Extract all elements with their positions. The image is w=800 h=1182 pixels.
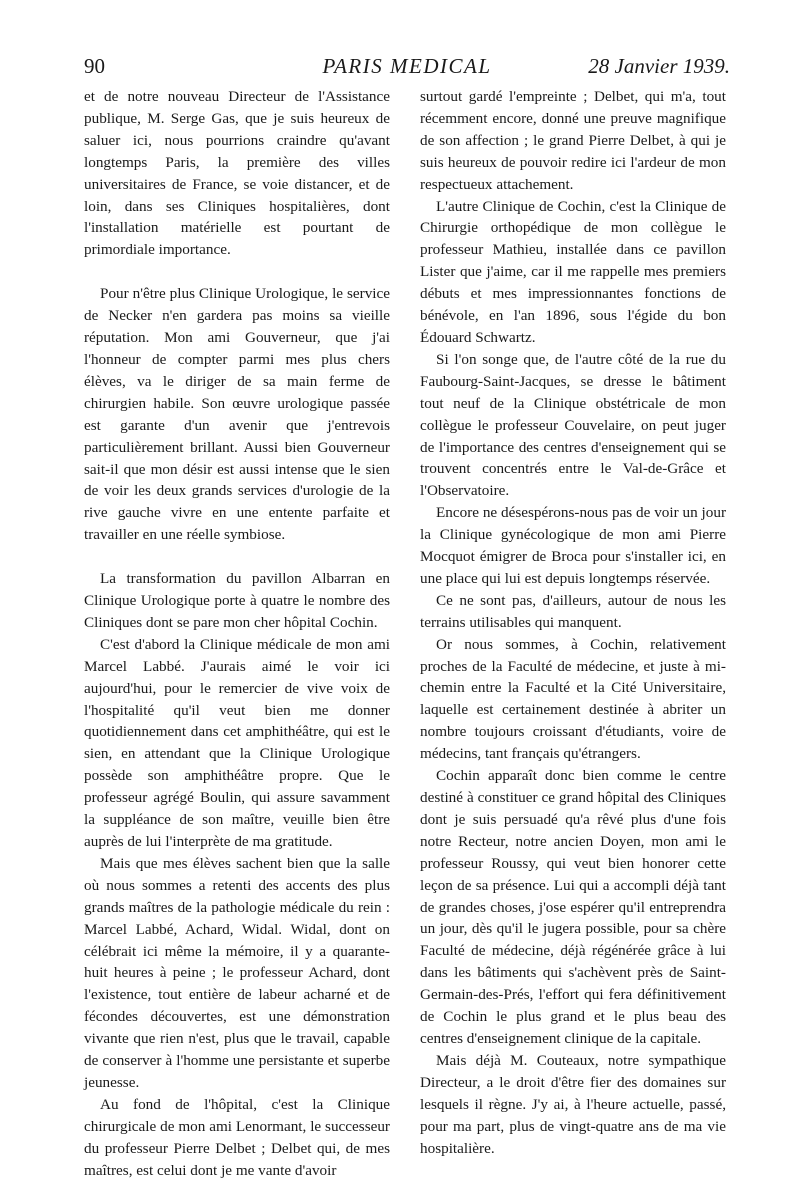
paragraph-gap (84, 546, 390, 568)
paragraph: Encore ne désespérons-nous pas de voir un jour la Clinique gynécologique de mon ami Pierre Mocquot émigrer de Broca pour s'installer ici, en une place qui lui est depuis longtemps réservée. (420, 504, 726, 587)
paragraph: La transformation du pavillon Albarran en Clinique Urologique porte à quatre le nombre des Cliniques dont se pare mon cher hôpital Cochin. (84, 570, 390, 631)
paragraph: Ce ne sont pas, d'ailleurs, autour de nous les terrains utilisables qui manquent. (420, 591, 726, 631)
page-number: 90 (84, 54, 105, 78)
issue-date: 28 Janvier 1939. (588, 54, 730, 78)
paragraph: et de notre nouveau Directeur de l'Assistance publique, M. Serge Gas, que je suis heureux de saluer ici, nous pourrions craindre qu'avant longtemps Paris, la première des villes universitaires de France, se voie distancer, et de loin, dans ses Cliniques hospitalières, dont l'installation matérielle est pourtant de primordiale importance. (84, 88, 390, 259)
left-column (84, 86, 390, 1182)
paragraph: C'est d'abord la Clinique médicale de mon ami Marcel Labbé. J'aurais aimé le voir ici aujourd'hui, pour le remercier de vive voix de l'hospitalité qu'il veut bien me donner quotidiennement dans cet amphithéâtre, qui est le sien, en attendant que la Clinique Urologique possède son amphithéâtre propre. Que le professeur agrégé Boulin, qui assure savamment la suppléance de son maître, veuille bien être auprès de lui l'interprète de ma gratitude. (84, 635, 390, 850)
paragraph-gap (84, 261, 390, 283)
paragraph: Or nous sommes, à Cochin, relativement proches de la Faculté de médecine, et juste à mi-chemin entre la Faculté et la Cité Universitaire, laquelle est certainement destinée à abriter un nombre toujours croissant d'étudiants, voire de médecins, tant français qu'étrangers. (420, 635, 726, 763)
paragraph: surtout gardé l'empreinte ; Delbet, qui m'a, tout récemment encore, donné une preuve magnifique de son affection ; le grand Pierre Delbet, à qui je suis heureux de pouvoir redire ici l'ardeur de mon respectueux attachement. (420, 88, 726, 193)
paragraph: L'autre Clinique de Cochin, c'est la Clinique de Chirurgie orthopédique de mon collègue le professeur Mathieu, installée dans ce pavillon Lister que j'aime, car il me rappelle mes premiers débuts et mes impressionnantes fonctions de bénévole, en l'an 1896, sous l'égide du bon Édouard Schwartz. (420, 197, 726, 346)
paragraph: Cochin apparaît donc bien comme le centre destiné à constituer ce grand hôpital des Cliniques dont je suis persuadé qu'a rêvé plus d'une fois notre Recteur, notre ancien Doyen, mon ami le professeur Roussy, qui veut bien honorer cette leçon de sa présence. Lui qui a accompli déjà tant de grandes choses, j'ose espérer qu'il entreprendra un jour, dès qu'il le jugera possible, pour sa chère Faculté de médecine, déjà régénérée grâce à lui dans les bâtiments qui s'achèvent près de Saint-Germain-des-Prés, l'effort qui fera définitivement de Cochin le plus grand et le plus beau des centres d'enseignement clinique de la capitale. (420, 767, 726, 1047)
journal-title: PARIS MEDICAL (322, 54, 492, 78)
paragraph: Pour n'être plus Clinique Urologique, le service de Necker n'en gardera pas moins sa vieille réputation. Mon ami Gouverneur, que j'ai l'honneur de compter parmi mes plus chers élèves, va le diriger de sa main ferme de chirurgien habile. Son œuvre urologique passée est garante d'un avenir que j'entrevois particulièrement brillant. Aussi bien Gouverneur sait-il que mon désir est aussi intense que le sien de voir les deux grands services d'urologie de la rive gauche vivre en une entente parfaite et travailler en une réelle symbiose. (84, 285, 390, 544)
paragraph: Si l'on songe que, de l'autre côté de la rue du Faubourg-Saint-Jacques, se dresse le bâtiment tout neuf de la Clinique obstétricale de mon collègue le professeur Couvelaire, on peut juger de l'importance des centres d'enseignement qui se trouvent concentrés entre le Val-de-Grâce et l'Observatoire. (420, 350, 726, 500)
paragraph: Mais déjà M. Couteaux, notre sympathique Directeur, a le droit d'être fier des domaines sur lesquels il règne. J'y ai, à l'heure actuelle, passé, pour ma part, plus de vingt-quatre ans de ma vie hospitalière. (420, 1051, 726, 1157)
paragraph: Au fond de l'hôpital, c'est la Clinique chirurgicale de mon ami Lenormant, le successeur du professeur Pierre Delbet ; Delbet qui, de mes maîtres, est celui dont je me vante d'avoir (84, 1095, 390, 1179)
right-column (420, 86, 726, 1159)
page-header (84, 50, 730, 80)
paragraph: Mais que mes élèves sachent bien que la salle où nous sommes a retenti des accents des plus grands maîtres de la pathologie médicale du rein : Marcel Labbé, Achard, Widal. Widal, dont on célébrait ici même la mémoire, il y a quarante-huit heures à peine ; le professeur Achard, dont l'existence, tout entière de labeur acharné et de fécondes découvertes, est une démonstration vivante que rien n'est, plus que le travail, capable de conserver à l'homme une persistante et superbe jeunesse. (84, 854, 390, 1091)
